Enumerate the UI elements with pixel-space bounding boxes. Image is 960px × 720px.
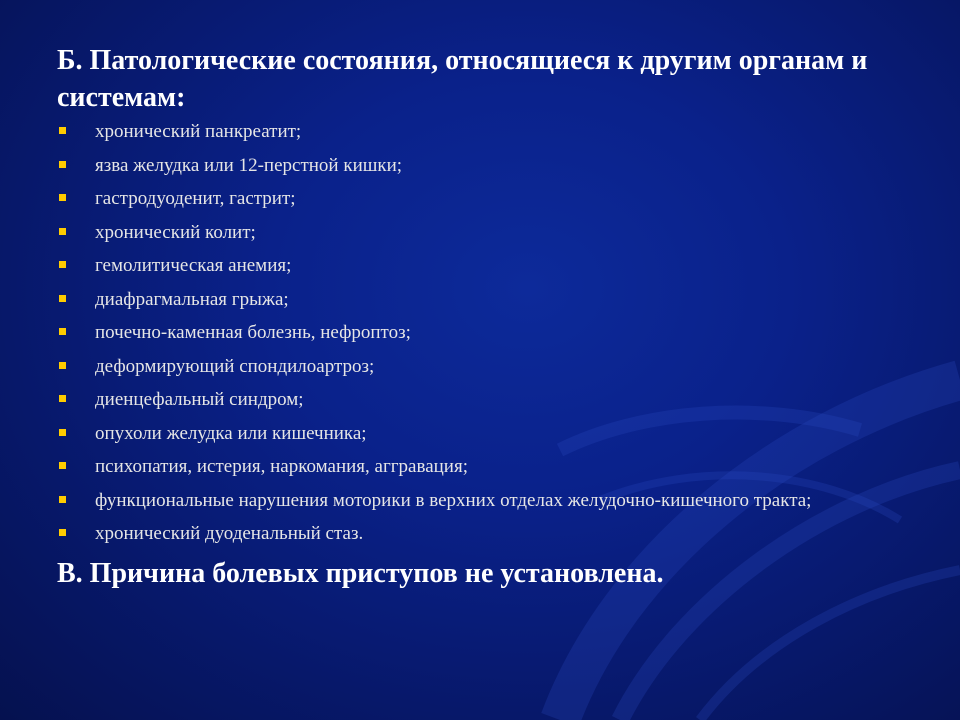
list-item-text: опухоли желудка или кишечника; bbox=[95, 422, 367, 444]
list-item-text: психопатия, истерия, наркомания, аггравация; bbox=[95, 456, 468, 477]
list-item bbox=[57, 387, 917, 413]
square-bullet-icon bbox=[59, 462, 66, 469]
list-item-text: язва желудка или 12-перстной кишки; bbox=[95, 154, 403, 176]
slide-content bbox=[57, 42, 917, 592]
square-bullet-icon bbox=[59, 496, 66, 503]
list-item bbox=[57, 521, 917, 547]
list-item bbox=[57, 153, 917, 179]
list-item bbox=[57, 186, 917, 212]
list-item bbox=[57, 421, 917, 447]
list-item bbox=[57, 454, 917, 480]
list-item-text: деформирующий спондилоартроз; bbox=[95, 355, 375, 377]
square-bullet-icon bbox=[59, 328, 66, 335]
list-item bbox=[57, 287, 917, 313]
square-bullet-icon bbox=[59, 395, 66, 402]
list-item-text: гемолитическая анемия; bbox=[95, 255, 292, 276]
list-item-text: диафрагмальная грыжа; bbox=[95, 288, 289, 310]
square-bullet-icon bbox=[59, 228, 66, 235]
list-item-text: хронический дуоденальный стаз. bbox=[95, 523, 364, 544]
list-item bbox=[57, 488, 917, 514]
square-bullet-icon bbox=[59, 127, 66, 134]
list-item-text: функциональные нарушения моторики в верхних отделах желудочно-кишечного тракта; bbox=[95, 489, 812, 511]
list-item bbox=[57, 320, 917, 346]
list-item bbox=[57, 220, 917, 246]
list-item-text: хронический колит; bbox=[95, 221, 256, 243]
square-bullet-icon bbox=[59, 362, 66, 369]
list-item-text: гастродуоденит, гастрит; bbox=[95, 188, 296, 209]
heading-cause-not-established: В. Причина болевых приступов не установлена. bbox=[57, 557, 664, 589]
heading-pathological-conditions: Б. Патологические состояния, относящиеся к другим органам и системам: bbox=[57, 45, 868, 113]
square-bullet-icon bbox=[59, 429, 66, 436]
square-bullet-icon bbox=[59, 295, 66, 302]
square-bullet-icon bbox=[59, 194, 66, 201]
square-bullet-icon bbox=[59, 261, 66, 268]
list-item-text: почечно-каменная болезнь, нефроптоз; bbox=[95, 322, 411, 343]
list-item bbox=[57, 119, 917, 145]
list-item-text: хронический панкреатит; bbox=[95, 121, 302, 142]
list-item bbox=[57, 354, 917, 380]
list-item-text: диенцефальный синдром; bbox=[95, 389, 304, 410]
list-item bbox=[57, 253, 917, 279]
square-bullet-icon bbox=[59, 529, 66, 536]
conditions-list bbox=[57, 119, 917, 547]
square-bullet-icon bbox=[59, 161, 66, 168]
